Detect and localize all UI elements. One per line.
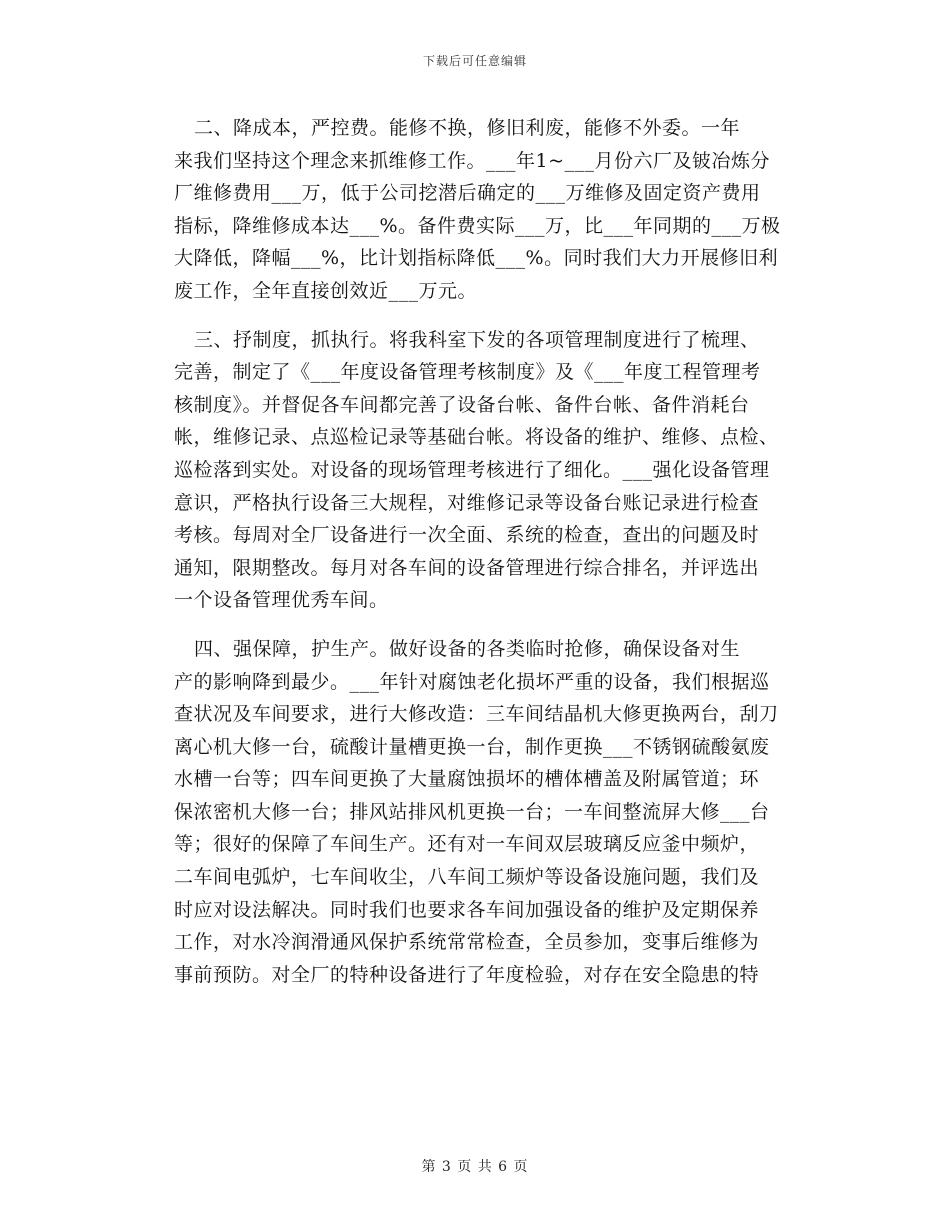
- text-line: 工作，对水冷润滑通风保护系统常常检查，全员参加，变事后维修为: [174, 931, 760, 954]
- text-line: 厂维修费用___万，低于公司挖潜后确定的___万维修及固定资产费用: [174, 182, 761, 205]
- text-line: 帐，维修记录、点巡检记录等基础台帐。将设备的维护、维修、点检、: [174, 426, 779, 449]
- text-line: 事前预防。对全厂的特种设备进行了年度检验，对存在安全隐患的特: [174, 963, 760, 986]
- text-line: 时应对设法解决。同时我们也要求各车间加强设备的维护及定期保养: [174, 898, 760, 921]
- text-line: 通知，限期整改。每月对各车间的设备管理进行综合排名，并评选出: [174, 556, 760, 579]
- text-line: 核制度》。并督促各车间都完善了设备台帐、备件台帐、备件消耗台: [174, 393, 750, 416]
- body-content: [174, 112, 804, 991]
- text-line: 指标，降维修成本达___%。备件费实际___万，比___年同期的___万极: [174, 214, 781, 237]
- text-line: 产的影响降到最少。___年针对腐蚀老化损坏严重的设备，我们根据巡: [174, 670, 770, 693]
- text-line: 意识，严格执行设备三大规程，对维修记录等设备台账记录进行检查: [174, 491, 760, 514]
- text-line: 四、强保障，护生产。做好设备的各类临时抢修，确保设备对生: [194, 637, 741, 660]
- text-line: 二车间电弧炉，七车间收尘，八车间工频炉等设备设施问题，我们及: [174, 866, 760, 889]
- text-line: 保浓密机大修一台；排风站排风机更换一台；一车间整流屏大修___台: [174, 800, 770, 823]
- paragraph-production-support: [174, 633, 804, 992]
- text-line: 等；很好的保障了车间生产。还有对一车间双层玻璃反应釜中频炉，: [174, 833, 760, 856]
- page-footer: 第 3 页 共 6 页: [421, 1159, 529, 1175]
- text-line: 查状况及车间要求，进行大修改造：三车间结晶机大修更换两台，刮刀: [174, 703, 779, 726]
- page-header: 下载后可任意编辑: [422, 54, 527, 68]
- text-line: 完善，制定了《___年度设备管理考核制度》及《___年度工程管理考: [174, 361, 761, 384]
- text-line: 来我们坚持这个理念来抓维修工作。___年1~___月份六厂及铍冶炼分: [174, 149, 771, 172]
- text-line: 一个设备管理优秀车间。: [174, 589, 389, 612]
- text-line: 大降低，降幅___%，比计划指标降低___%。同时我们大力开展修旧利: [174, 247, 779, 270]
- paragraph-system-execution: [174, 324, 804, 617]
- text-line: 三、抒制度，抓执行。将我科室下发的各项管理制度进行了梳理、: [194, 328, 760, 351]
- paragraph-cost-control: [174, 112, 804, 308]
- text-line: 二、降成本，严控费。能修不换，修旧利废，能修不外委。一年: [194, 117, 741, 139]
- text-line: 废工作，全年直接创效近___万元。: [174, 279, 478, 302]
- text-line: 考核。每周对全厂设备进行一次全面、系统的检查，查出的问题及时: [174, 524, 760, 547]
- text-line: 巡检落到实处。对设备的现场管理考核进行了细化。___强化设备管理: [174, 458, 770, 481]
- text-line: 离心机大修一台，硫酸计量槽更换一台，制作更换___不锈钢硫酸氨废: [174, 735, 770, 758]
- text-line: 水槽一台等；四车间更换了大量腐蚀损坏的槽体槽盖及附属管道；环: [174, 768, 760, 791]
